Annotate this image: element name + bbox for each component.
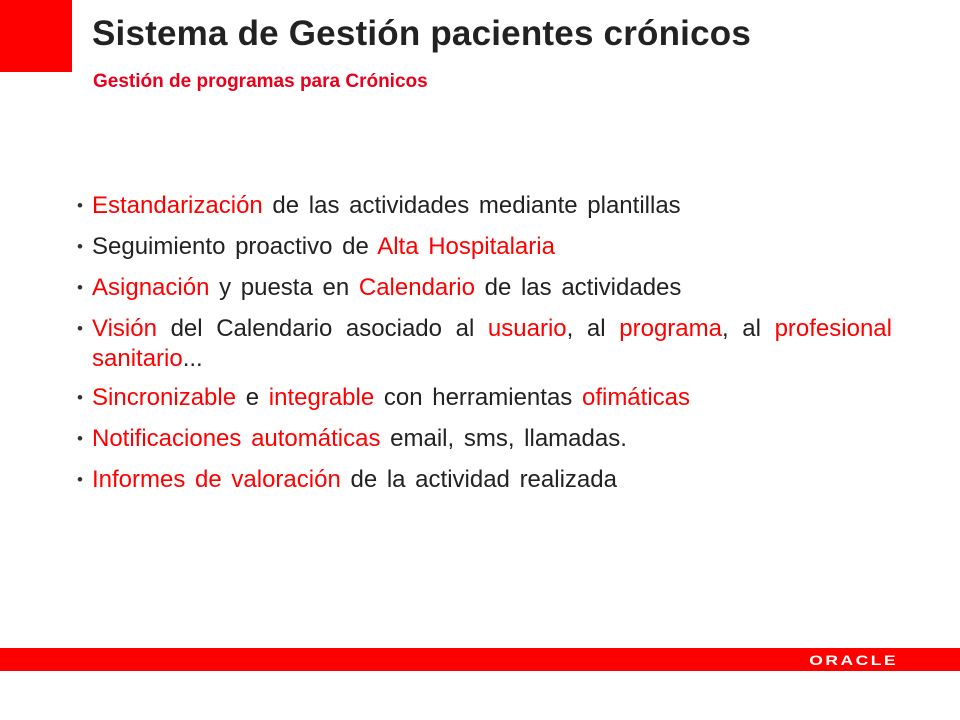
- highlighted-text: Alta Hospitalaria: [377, 233, 555, 260]
- oracle-logo: ORACLE: [809, 652, 898, 668]
- bullet-item: [77, 191, 897, 221]
- page-title: Sistema de Gestión pacientes crónicos: [92, 14, 752, 53]
- highlighted-text: programa: [619, 315, 722, 342]
- bullet-text: de las actividades mediante plantillas: [262, 192, 681, 219]
- bullet-text: e: [236, 384, 269, 411]
- bullet-text: con herramientas: [374, 384, 582, 411]
- bullet-item: [77, 424, 897, 454]
- bullet-text: , al: [566, 315, 620, 342]
- highlighted-text: Calendario: [358, 274, 475, 301]
- bullet-item: [77, 383, 897, 413]
- highlighted-text: Informes de valoración: [92, 466, 341, 493]
- bullet-item: [77, 232, 897, 262]
- highlighted-text: integrable: [268, 384, 375, 411]
- bullet-dot-icon: •: [77, 319, 83, 338]
- highlighted-text: profesional sanitario: [92, 315, 892, 372]
- highlighted-text: Asignación: [92, 274, 210, 301]
- bullet-dot-icon: •: [77, 196, 83, 215]
- bullet-item: [77, 465, 897, 495]
- bullet-text: de las actividades: [474, 274, 682, 301]
- bullet-dot-icon: •: [77, 278, 83, 297]
- bullet-item: [77, 314, 892, 374]
- bullet-dot-icon: •: [77, 237, 83, 256]
- corner-accent-block: [0, 0, 72, 72]
- bullet-dot-icon: •: [77, 388, 83, 407]
- highlighted-text: usuario: [487, 315, 567, 342]
- footer-bar: [0, 648, 960, 671]
- bullet-dot-icon: •: [77, 429, 83, 448]
- highlighted-text: Estandarización: [92, 192, 263, 219]
- highlighted-text: ofimáticas: [581, 384, 691, 411]
- bullet-text: email, sms, llamadas.: [380, 425, 627, 452]
- highlighted-text: Notificaciones automáticas: [92, 425, 381, 452]
- bullet-dot-icon: •: [77, 470, 83, 489]
- page-subtitle: Gestión de programas para Crónicos: [93, 71, 428, 92]
- bullet-text: de la actividad realizada: [340, 466, 617, 493]
- highlighted-text: Visión: [92, 315, 157, 342]
- bullet-text: Seguimiento proactivo de: [92, 233, 378, 260]
- bullet-text: del Calendario asociado al: [156, 315, 488, 342]
- bullet-text: , al: [721, 315, 775, 342]
- bullet-item: [77, 273, 897, 303]
- bullet-text: y puesta en: [209, 274, 359, 301]
- bullet-text: ...: [182, 345, 203, 372]
- bullet-list: [77, 191, 897, 506]
- highlighted-text: Sincronizable: [92, 384, 237, 411]
